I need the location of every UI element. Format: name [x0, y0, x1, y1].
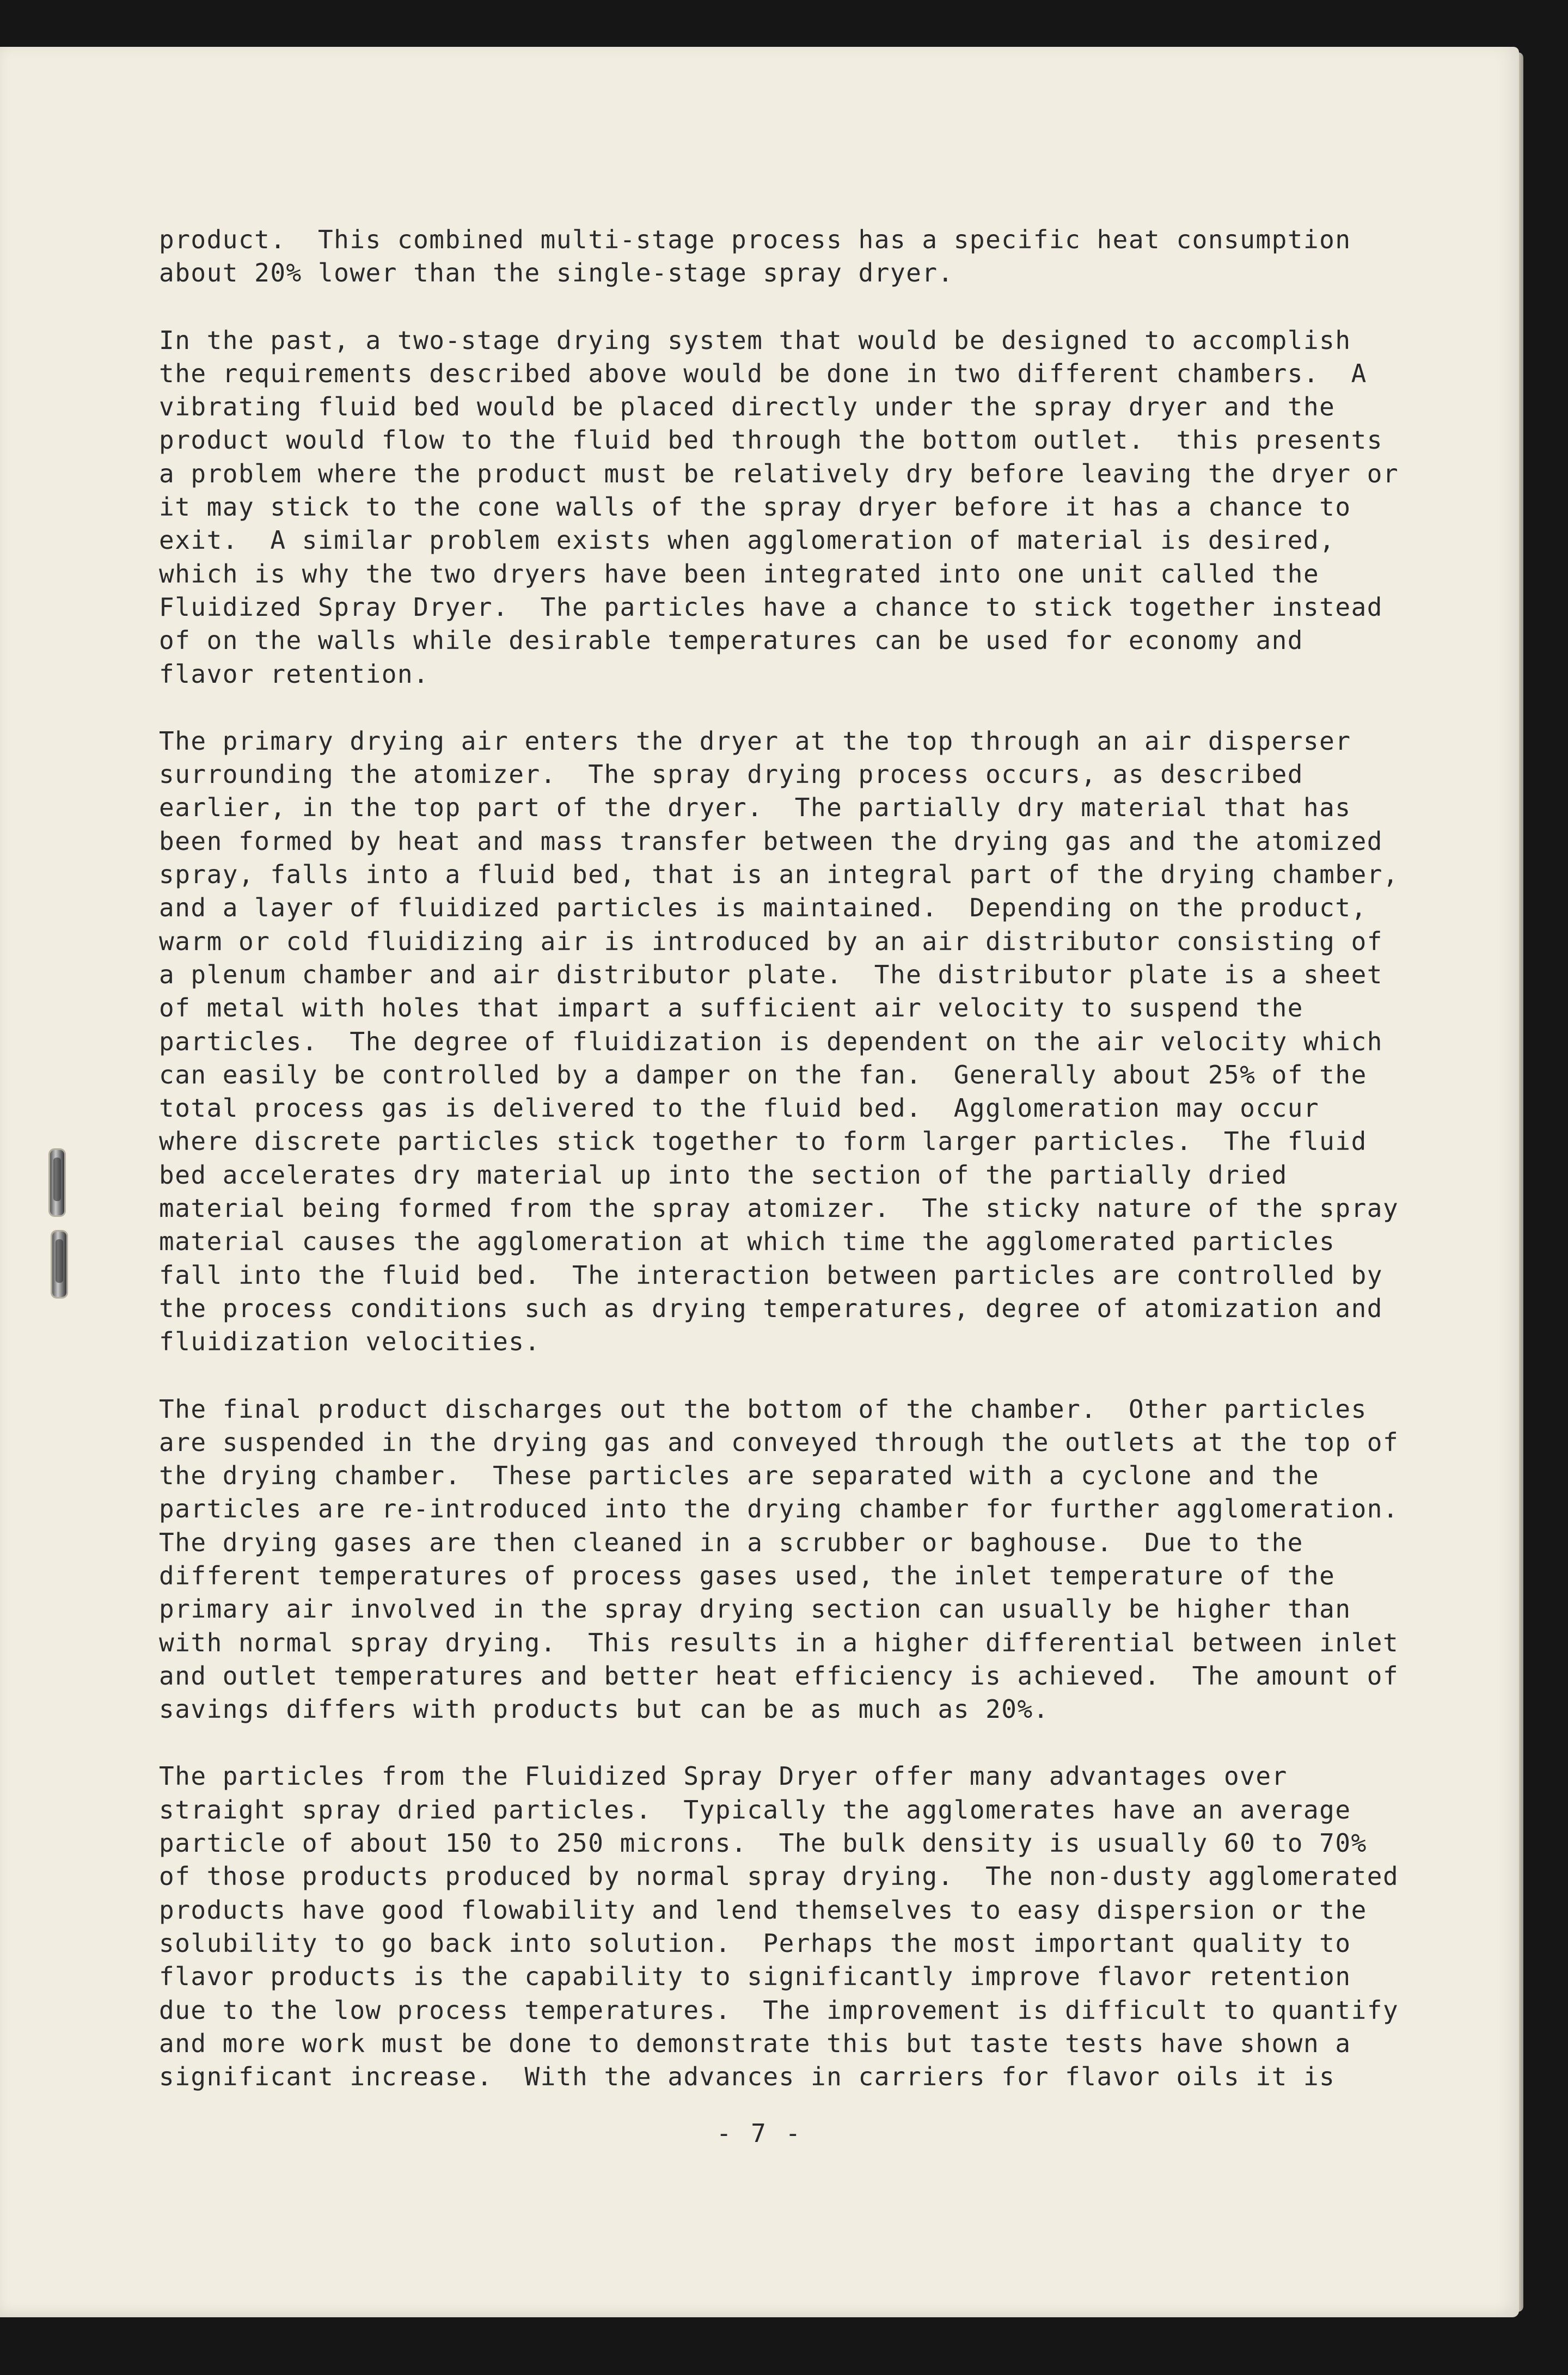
text-line: total process gas is delivered to the fluid bed. Agglomeration may occur — [159, 1093, 1320, 1123]
paragraph-2 — [159, 324, 1487, 691]
text-line: straight spray dried particles. Typically the agglomerates have an average — [159, 1795, 1351, 1825]
text-line: of those products produced by normal spray drying. The non-dusty agglomerated — [159, 1862, 1399, 1892]
text-line: and a layer of fluidized particles is maintained. Depending on the product, — [159, 893, 1367, 923]
text-line: surrounding the atomizer. The spray drying process occurs, as described — [159, 760, 1303, 789]
text-line: product. This combined multi-stage process has a specific heat consumption — [159, 225, 1351, 254]
text-line: fluidization velocities. — [159, 1327, 541, 1357]
text-line: the requirements described above would be done in two different chambers. A — [159, 358, 1367, 388]
text-line: significant increase. With the advances in carriers for flavor oils it is — [159, 2062, 1336, 2092]
text-line: a problem where the product must be relatively dry before leaving the dryer or — [159, 458, 1399, 488]
text-line: savings differs with products but can be as much as 20%. — [159, 1694, 1049, 1724]
text-line: been formed by heat and mass transfer between the drying gas and the atomized — [159, 826, 1383, 856]
text-line: product would flow to the fluid bed through the bottom outlet. this presents — [159, 425, 1383, 455]
text-line: it may stick to the cone walls of the spray dryer before it has a chance to — [159, 492, 1351, 522]
text-line: material being formed from the spray atomizer. The sticky nature of the spray — [159, 1193, 1399, 1223]
text-line: and outlet temperatures and better heat efficiency is achieved. The amount of — [159, 1661, 1399, 1691]
text-line: the drying chamber. These particles are separated with a cyclone and the — [159, 1461, 1320, 1491]
text-line: a plenum chamber and air distributor plate. The distributor plate is a sheet — [159, 959, 1383, 989]
text-line: material causes the agglomeration at which time the agglomerated particles — [159, 1227, 1336, 1257]
text-line: primary air involved in the spray drying section can usually be higher than — [159, 1594, 1351, 1624]
text-line: the process conditions such as drying temperatures, degree of atomization and — [159, 1293, 1383, 1323]
text-line: In the past, a two-stage drying system that would be designed to accomplish — [159, 325, 1351, 355]
text-line: particles. The degree of fluidization is dependent on the air velocity which — [159, 1026, 1383, 1056]
text-line: bed accelerates dry material up into the section of the partially dried — [159, 1160, 1288, 1190]
text-line: particle of about 150 to 250 microns. The bulk density is usually 60 to 70% — [159, 1828, 1367, 1858]
text-line: which is why the two dryers have been integrated into one unit called the — [159, 559, 1320, 589]
text-line: flavor products is the capability to significantly improve flavor retention — [159, 1962, 1351, 1992]
text-line: particles are re-introduced into the drying chamber for further agglomeration. — [159, 1494, 1399, 1524]
body-text — [159, 223, 1487, 2127]
text-line: are suspended in the drying gas and conveyed through the outlets at the top of — [159, 1427, 1399, 1457]
text-line: The final product discharges out the bottom of the chamber. Other particles — [159, 1394, 1367, 1424]
paragraph-4 — [159, 1393, 1487, 1727]
text-line: about 20% lower than the single-stage spray dryer. — [159, 258, 954, 288]
text-line: can easily be controlled by a damper on the fan. Generally about 25% of the — [159, 1060, 1367, 1089]
text-line: of on the walls while desirable temperatures can be used for economy and — [159, 626, 1303, 656]
text-line: products have good flowability and lend themselves to easy dispersion or the — [159, 1895, 1367, 1925]
text-line: spray, falls into a fluid bed, that is an integral part of the drying chamber, — [159, 860, 1399, 890]
text-line: due to the low process temperatures. The improvement is difficult to quantify — [159, 1995, 1399, 2025]
text-line: warm or cold fluidizing air is introduced by an air distributor consisting of — [159, 926, 1383, 956]
text-line: and more work must be done to demonstrate this but taste tests have shown a — [159, 2028, 1351, 2058]
paragraph-3 — [159, 725, 1487, 1359]
text-line: where discrete particles stick together to form larger particles. The fluid — [159, 1127, 1367, 1156]
text-line: Fluidized Spray Dryer. The particles have a chance to stick together instead — [159, 592, 1383, 622]
paragraph-5 — [159, 1760, 1487, 2094]
text-line: with normal spray drying. This results in a higher differential between inlet — [159, 1627, 1399, 1657]
text-line: earlier, in the top part of the dryer. The partially dry material that has — [159, 793, 1351, 823]
text-line: different temperatures of process gases used, the inlet temperature of the — [159, 1560, 1336, 1590]
text-line: solubility to go back into solution. Perhaps the most important quality to — [159, 1928, 1351, 1958]
text-line: The primary drying air enters the dryer at the top through an air disperser — [159, 726, 1351, 756]
page-number: - 7 - — [716, 2119, 803, 2148]
paragraph-1 — [159, 223, 1487, 290]
text-line: fall into the fluid bed. The interaction between particles are controlled by — [159, 1260, 1383, 1290]
staple-icon — [50, 1150, 64, 1215]
text-line: vibrating fluid bed would be placed directly under the spray dryer and the — [159, 392, 1336, 422]
staple-icon — [52, 1232, 66, 1297]
text-line: of metal with holes that impart a sufficient air velocity to suspend the — [159, 993, 1303, 1023]
text-line: exit. A similar problem exists when agglomeration of material is desired, — [159, 525, 1336, 555]
text-line: The particles from the Fluidized Spray Dryer offer many advantages over — [159, 1761, 1288, 1791]
text-line: The drying gases are then cleaned in a scrubber or baghouse. Due to the — [159, 1527, 1303, 1557]
text-line: flavor retention. — [159, 659, 430, 689]
